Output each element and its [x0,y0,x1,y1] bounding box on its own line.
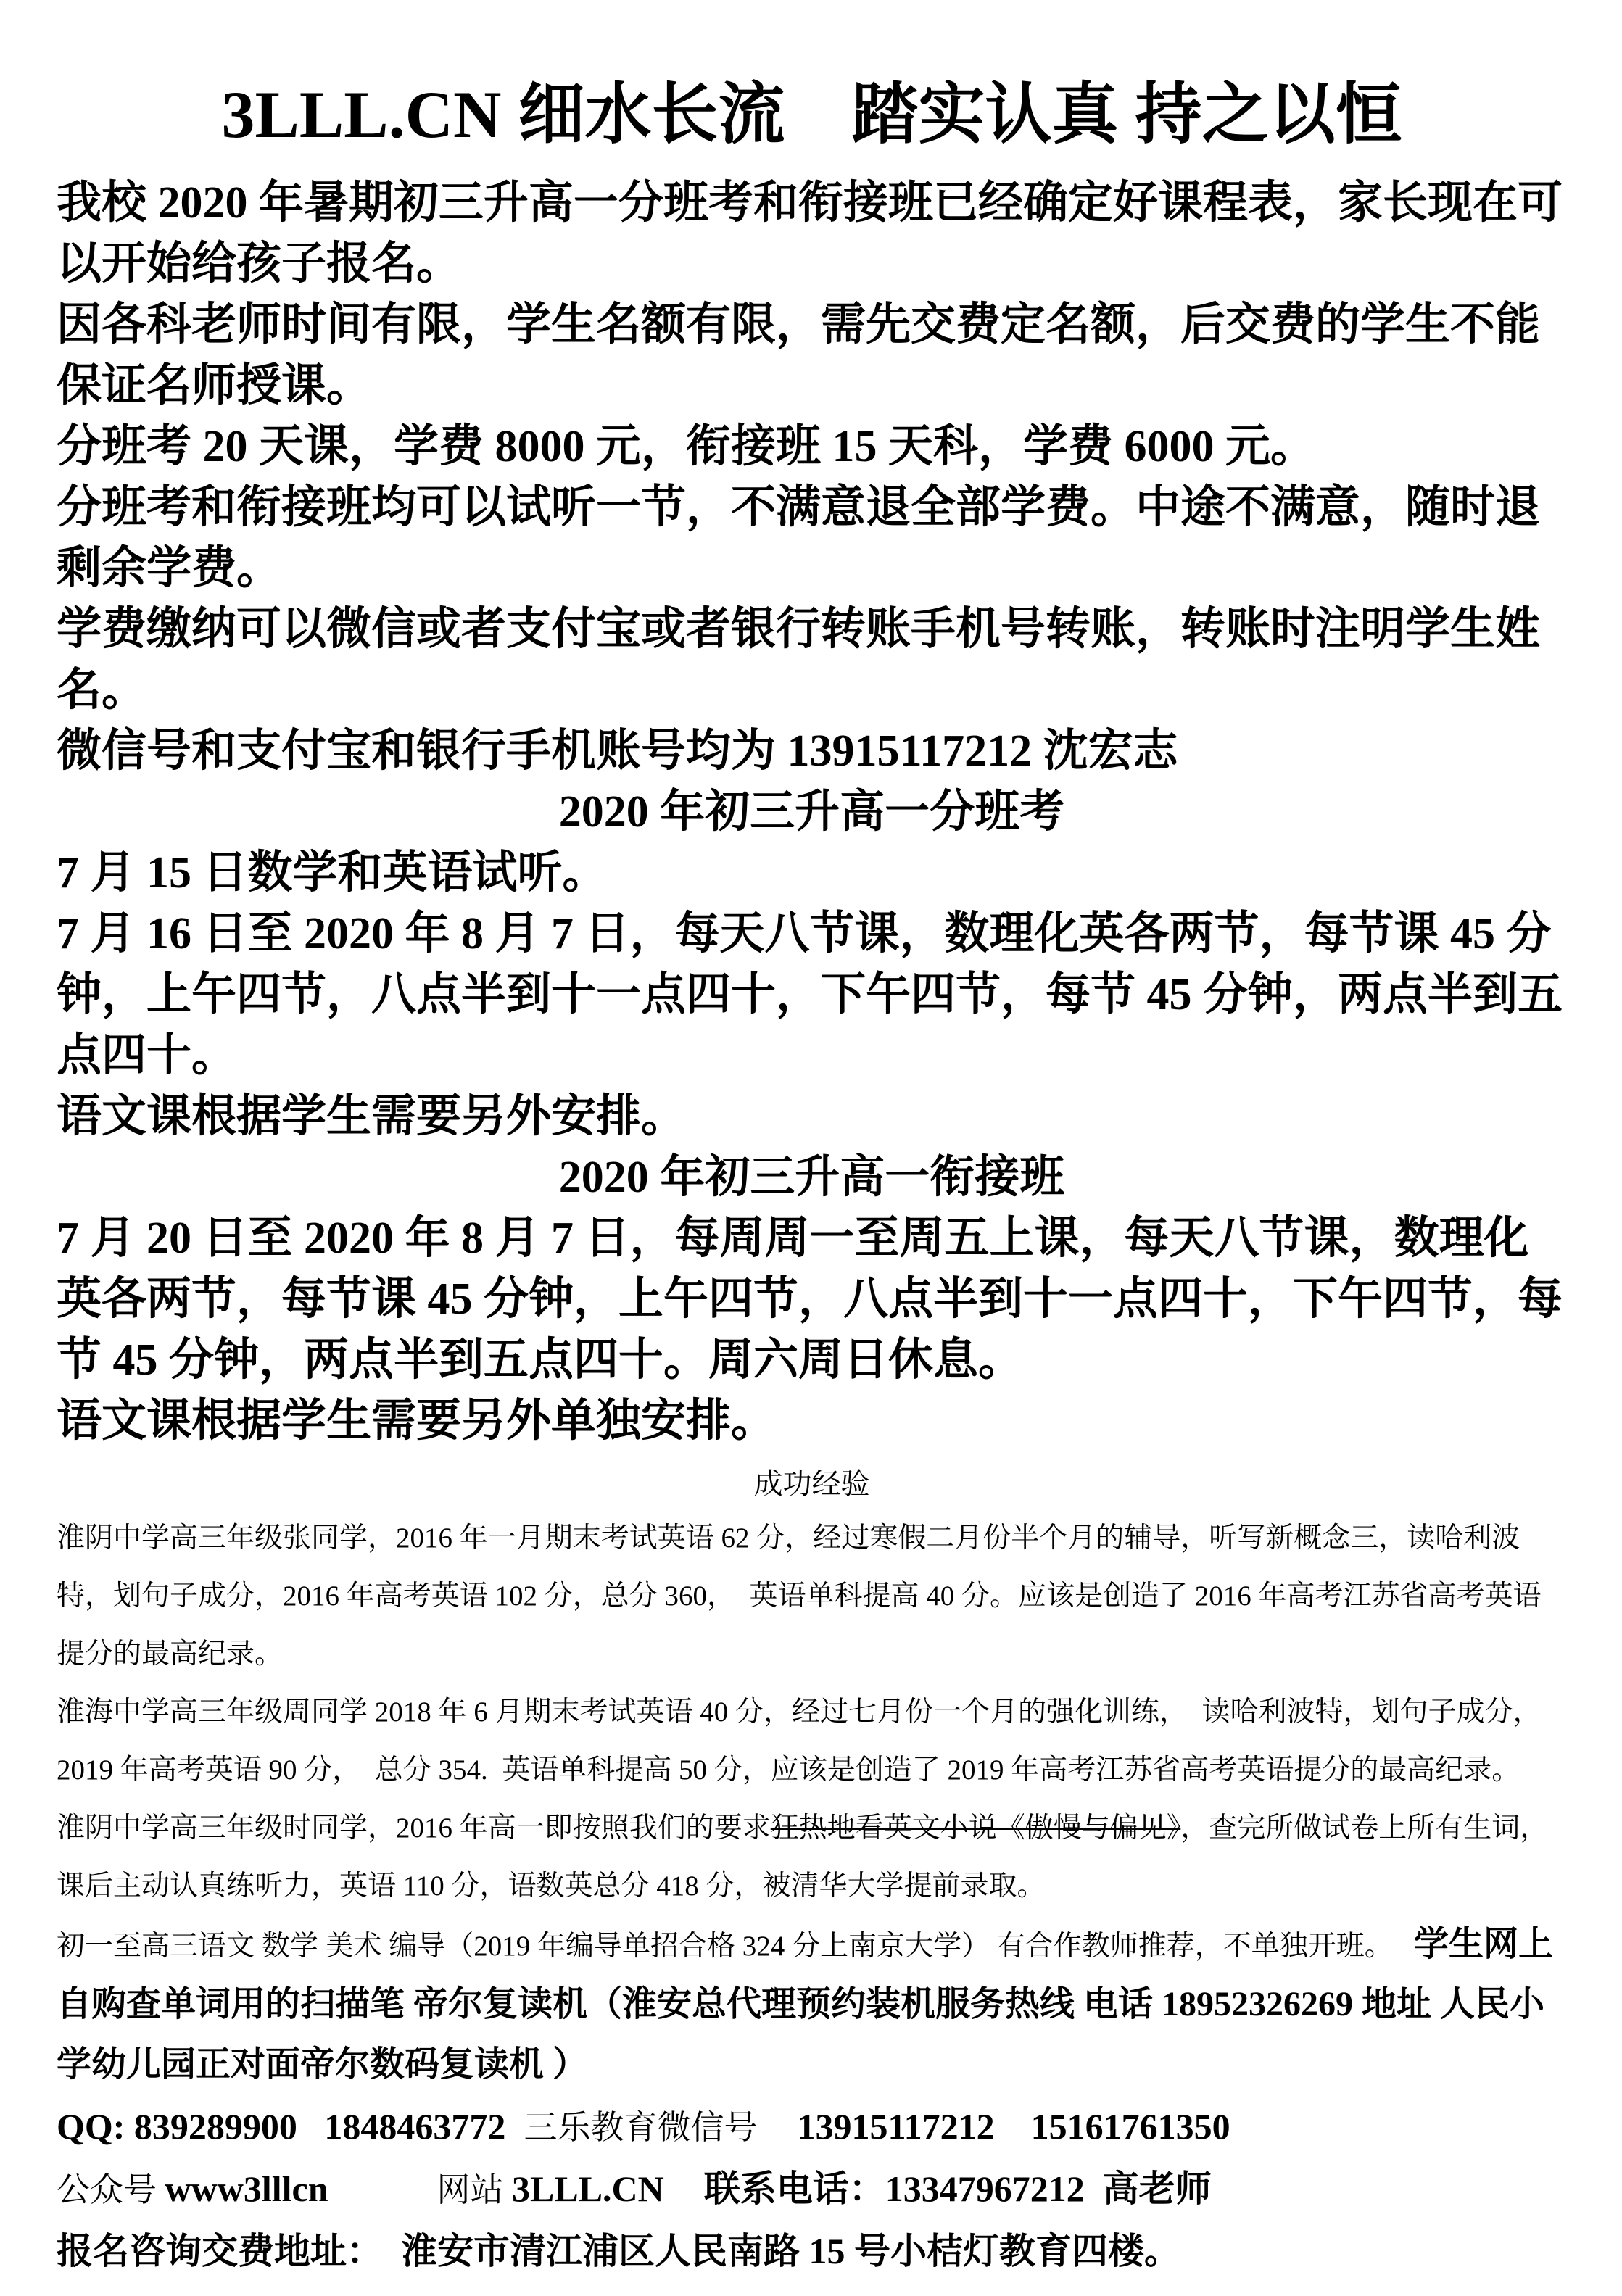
qq-numbers: QQ: 839289900 1848463772 [57,2106,506,2147]
success-stories-heading: 成功经验 [753,1467,870,1500]
story-3-text: 淮阴中学高三年级时同学，2016 年高一即按照我们的要求 [57,1812,771,1844]
story-3-strikethrough-text: 狂热地看英文小说《傲慢与偏见》 [770,1812,1181,1844]
payment-method-paragraph: 学费缴纳可以微信或者支付宝或者银行转账手机号转账，转账时注明学生姓名。 [57,605,1541,715]
qq-contact-line [57,2096,1567,2158]
exam-trial-paragraph: 7 月 15 日数学和英语试听。 [57,848,608,898]
exam-chinese-note: 语文课根据学生需要另外安排。 [57,1092,687,1141]
wechat-numbers: 13915117212 15161761350 [797,2106,1230,2147]
fees-paragraph: 分班考 20 天课，学费 8000 元，衔接班 15 天科，学费 6000 元。 [57,422,1316,471]
intro-paragraph: 我校 2020 年暑期初三升高一分班考和衔接班已经确定好课程表，家长现在可以开始给孩子报名。 [57,178,1563,289]
wechat-label: 三乐教育微信号 [524,2109,758,2146]
success-story-3 [57,1799,1567,1915]
public-account-label: 公众号 [57,2171,165,2208]
website-value: 3LLL.CN [512,2168,664,2209]
address-line: 报名咨询交费地址： 淮安市清江浦区人民南路 15 号小桔灯教育四楼。 [57,2231,1180,2271]
phone-number: 13347967212 [885,2168,1085,2209]
refund-paragraph: 分班考和衔接班均可以试听一节，不满意退全部学费。中途不满意，随时退剩余学费。 [57,483,1541,593]
public-account-value: www3lllcn [165,2168,328,2209]
teacher-name: 高老师 [1102,2168,1212,2209]
capacity-paragraph: 因各科老师时间有限，学生名额有限，需先交费定名额，后交费的学生不能保证名师授课。 [57,300,1541,410]
scanner-recorder-highlight: 学生网上自购查单词用的扫描笔 帝尔复读机（淮安总代理预约装机服务热线 电话 18952326269 地址 人民小学幼儿园正对面帝尔数码复读机 ） [57,1925,1554,2084]
page-title: 3LLL.CN 细水长流 踏实认真 持之以恒 [221,78,1402,152]
website-label: 网站 [436,2171,512,2208]
channel-contact-line [57,2158,1567,2221]
bridge-schedule-paragraph: 7 月 20 日至 2020 年 8 月 7 日，每周周一至周五上课，每天八节课，数理化英各两节，每节课 45 分钟，上午四节，八点半到十一点四十，下午四节，每节 45 分钟，两点半到五点四十。周六周日休息。 [57,1214,1563,1385]
course-offerings-paragraph [57,1915,1567,2096]
bridge-chinese-note: 语文课根据学生需要另外单独安排。 [57,1396,777,1446]
phone-label: 联系电话： [703,2168,885,2209]
story-3-text-after: ，查完所做试卷上所有生词，课后主动认真练听力，英语 110 分，语数英总分 418 分，被清华大学提前录取。 [57,1812,1549,1902]
success-story-2: 淮海中学高三年级周同学 2018 年 6 月期末考试英语 40 分，经过七月份一个月的强化训练， 读哈利波特，划句子成分，2019 年高考英语 90 分， 总分 354. 英语单科提高 50 分，应该是创造了 2019 年高考江苏省高考英语提分的最高纪录。 [57,1696,1542,1786]
course-offerings-text: 初一至高三语文 数学 美术 编导（2019 年编导单招合格 324 分上南京大学） 有合作教师推荐，不单独开班。 [57,1931,1415,1962]
payment-account-paragraph: 微信号和支付宝和银行手机账号均为 13915117212 沈宏志 [57,726,1178,776]
success-story-1: 淮阴中学高三年级张同学，2016 年一月期末考试英语 62 分，经过寒假二月份半个月的辅导，听写新概念三，读哈利波特，划句子成分，2016 年高考英语 102 分，总分 360， 英语单科提高 40 分。应该是创造了 2016 年高考江苏省高考英语提分的最高纪录。 [57,1522,1542,1670]
bridge-class-heading: 2020 年初三升高一衔接班 [558,1153,1065,1202]
exam-schedule-paragraph: 7 月 16 日至 2020 年 8 月 7 日，每天八节课，数理化英各两节，每节课 45 分钟，上午四节，八点半到十一点四十，下午四节，每节 45 分钟，两点半到五点四十。 [57,909,1563,1080]
exam-class-heading: 2020 年初三升高一分班考 [558,787,1065,837]
